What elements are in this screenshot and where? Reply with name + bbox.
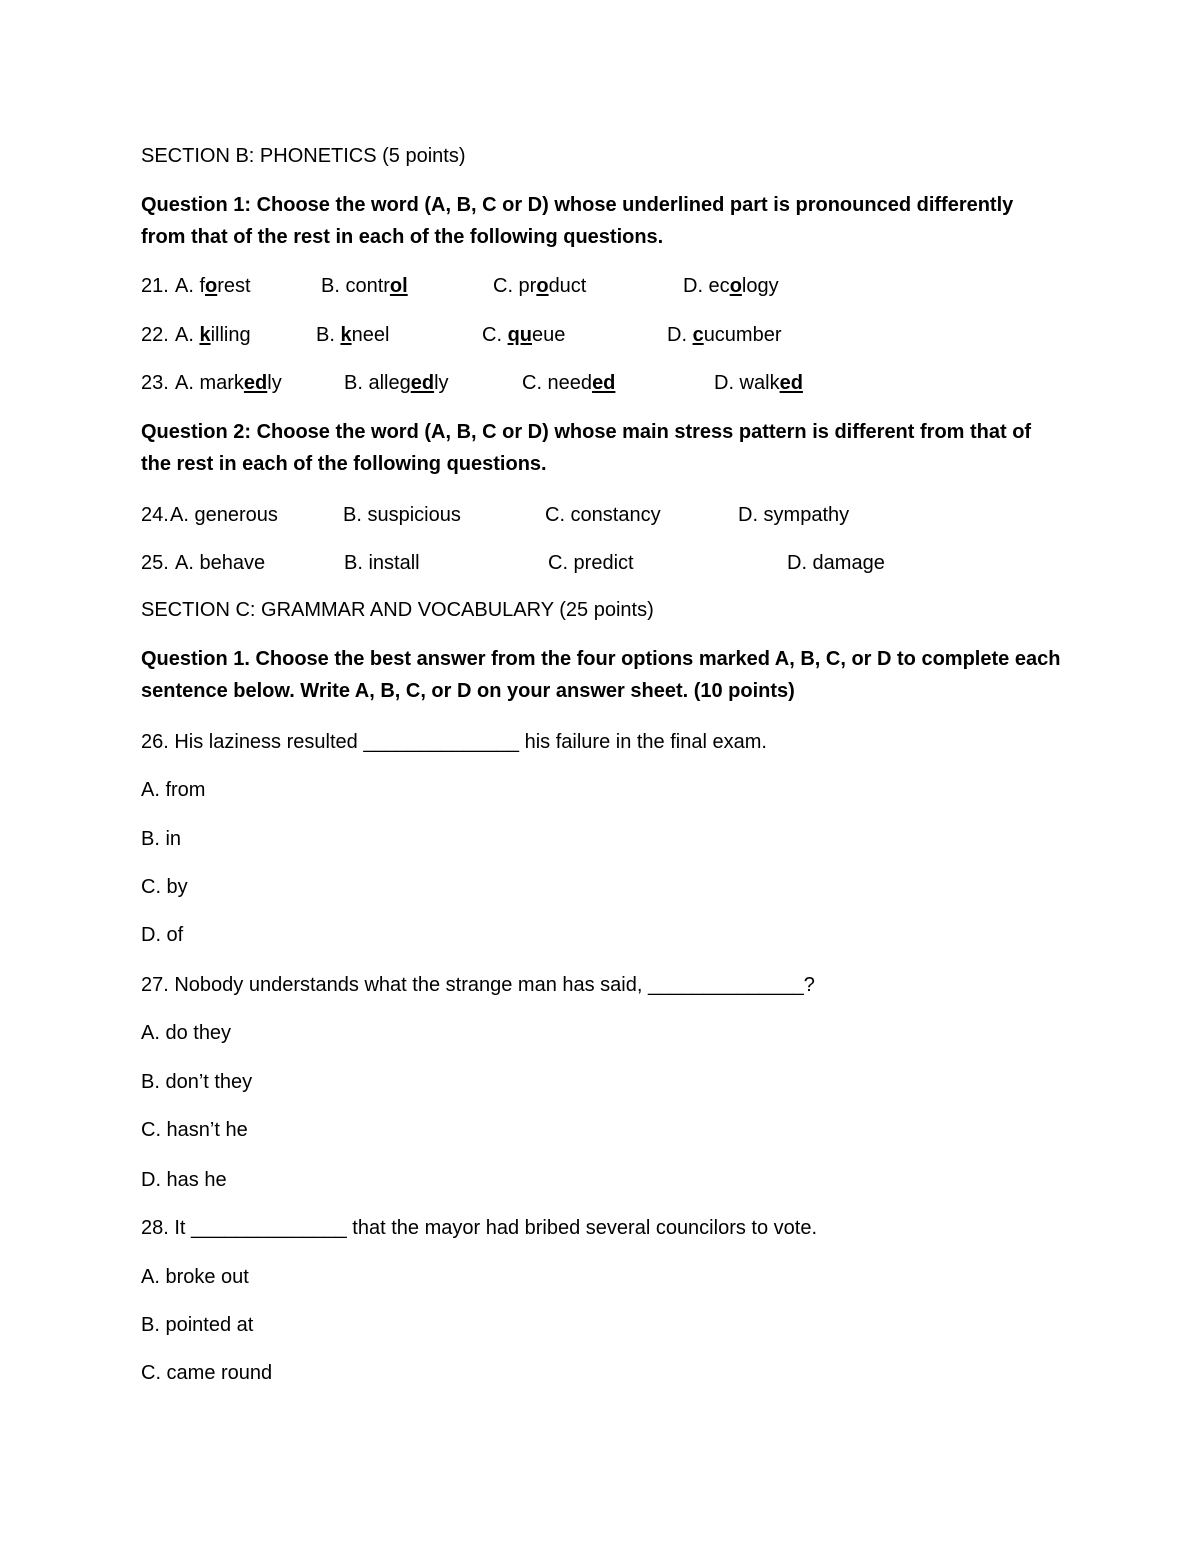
question-24-option-b: B. suspicious [343,504,461,526]
section-b-question-1-instruction: Question 1: Choose the word (A, B, C or D) whose underlined part is pronounced differently from that of the rest in each of the following questions. [141,194,1014,248]
section-c-title: SECTION C: GRAMMAR AND VOCABULARY (25 points) [141,599,654,621]
question-28-stem: 28. It ______________ that the mayor had bribed several councilors to vote. [141,1217,818,1239]
question-22-option-c: C. queue [482,324,566,346]
question-24-option-d: D. sympathy [738,504,850,526]
question-25-row [141,550,1061,576]
question-28-answer-a: A. broke out [141,1266,249,1288]
question-25-option-a: A. behave [175,552,266,574]
question-27-answer-c: C. hasn’t he [141,1119,248,1141]
question-25-option-d: D. damage [787,552,885,574]
section-b-question-2-instruction: Question 2: Choose the word (A, B, C or D) whose main stress pattern is different from that of the rest in each of the following questions. [141,421,1032,475]
question-23-number: 23. [141,372,169,394]
question-26-answer-a: A. from [141,779,206,801]
question-26-answer-b: B. in [141,828,182,850]
question-26-answer-d: D. of [141,924,184,946]
question-22-row [141,322,1061,348]
question-26-stem: 26. His laziness resulted ______________ his failure in the final exam. [141,731,767,753]
question-28-answer-b: B. pointed at [141,1314,254,1336]
section-c-question-1-instruction: Question 1. Choose the best answer from the four options marked A, B, C, or D to complete each sentence below. Write A, B, C, or D on your answer sheet. (10 points) [141,648,1061,702]
question-24-option-a: A. generous [170,504,278,526]
question-21-option-a: A. forest [175,275,251,297]
question-25-number: 25. [141,552,169,574]
question-22-option-b: B. kneel [316,324,390,346]
question-22-option-a: A. killing [175,324,251,346]
question-21-option-d: D. ecology [683,275,779,297]
section-b-title: SECTION B: PHONETICS (5 points) [141,145,466,167]
question-22-number: 22. [141,324,169,346]
question-24-row [141,502,1061,528]
question-25-option-b: B. install [344,552,420,574]
question-26-answer-c: C. by [141,876,188,898]
question-28-answer-c: C. came round [141,1362,273,1384]
question-23-option-a: A. markedly [175,372,282,394]
question-21-number: 21. [141,275,169,297]
question-21-option-b: B. control [321,275,408,297]
question-21-option-c: C. product [493,275,587,297]
question-23-row [141,370,1061,396]
question-27-answer-b: B. don’t they [141,1071,253,1093]
question-23-option-c: C. needed [522,372,616,394]
question-25-option-c: C. predict [548,552,634,574]
question-23-option-b: B. allegedly [344,372,449,394]
question-24-option-c: C. constancy [545,504,661,526]
question-21-row [141,273,1061,299]
question-22-option-d: D. cucumber [667,324,782,346]
question-27-answer-d: D. has he [141,1169,227,1191]
question-24-number: 24. [141,504,169,526]
question-27-answer-a: A. do they [141,1022,232,1044]
question-27-stem: 27. Nobody understands what the strange man has said, ______________? [141,974,815,996]
question-23-option-d: D. walked [714,372,803,394]
